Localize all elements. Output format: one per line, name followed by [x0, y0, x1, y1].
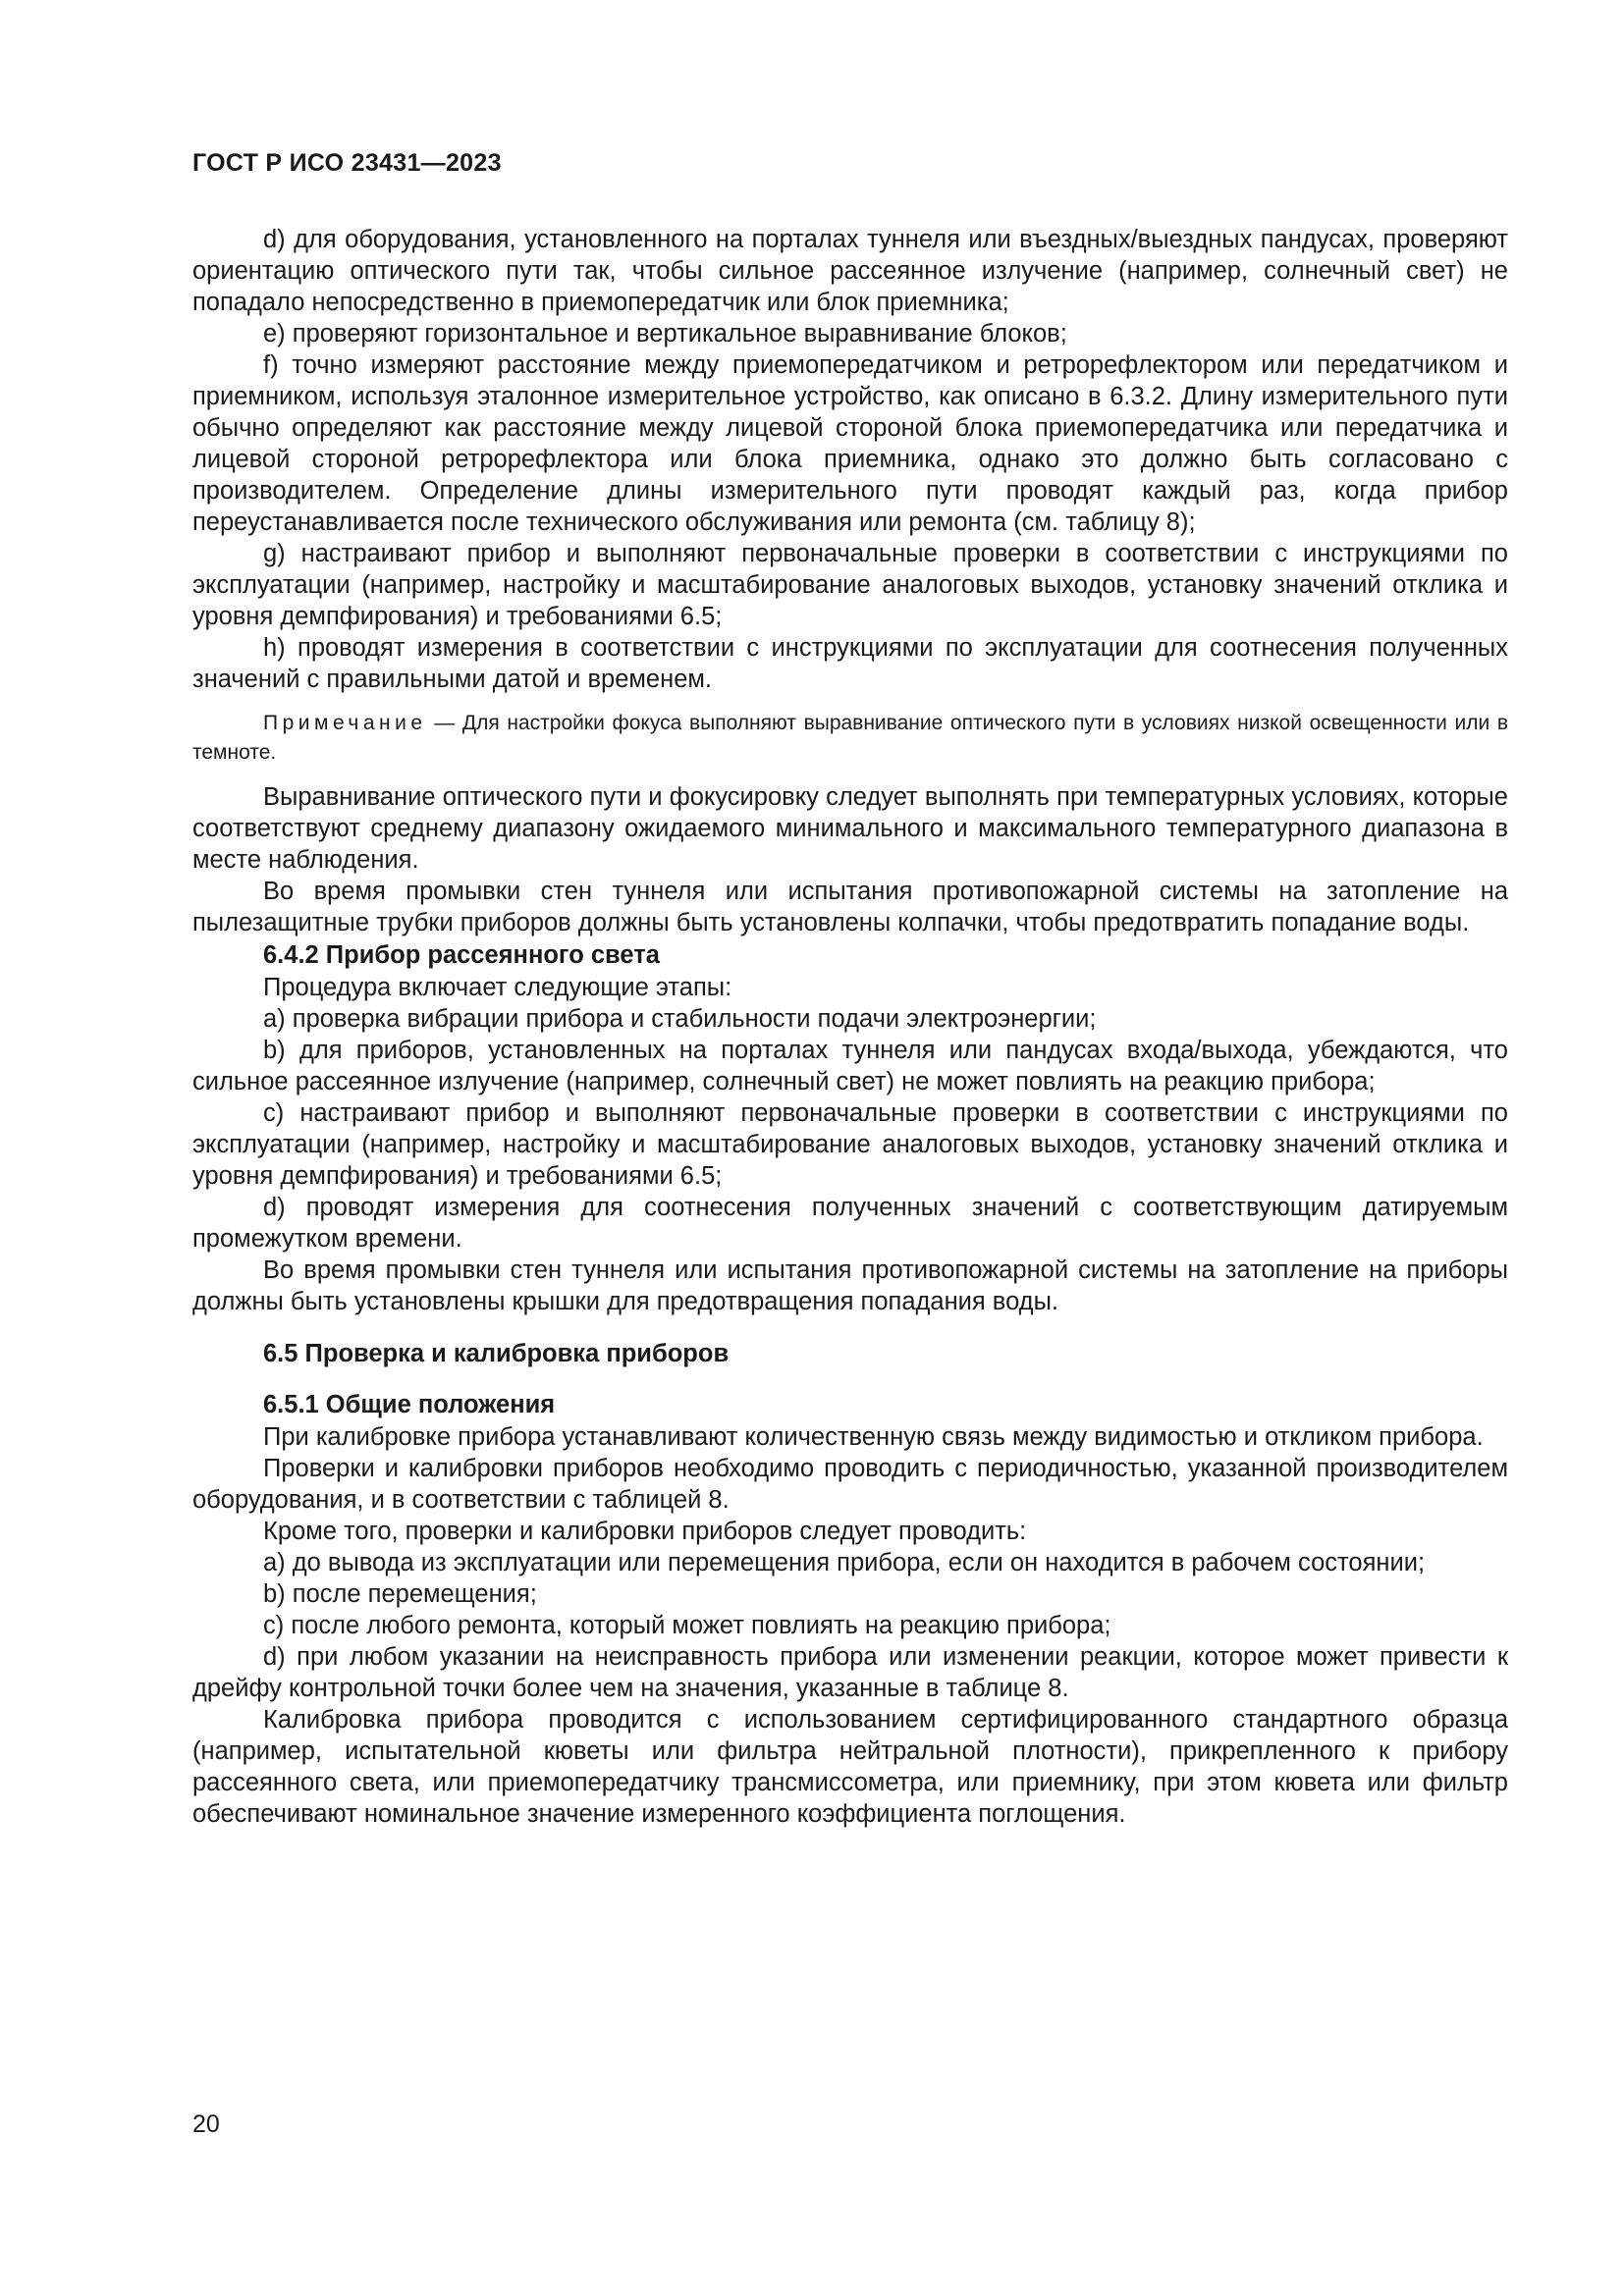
note — [192, 709, 1508, 768]
section-heading-6-5-1: 6.5.1 Общие положения — [263, 1391, 556, 1418]
list-item-g: g) настраивают прибор и выполняют первоначальные проверки в соответствии с инструкциями по эксплуатации (например, настройку и масштабирование аналоговых выходов, установку значений отклика и уровня демпфирования) и требованиями 6.5; — [192, 540, 1508, 630]
list-item-f: f) точно измеряют расстояние между приемопередатчиком и ретрорефлектором или передатчиком и приемником, используя эталонное измерительное устройство, как описано в 6.3.2. Длину измерительного пути обычно определяют как расстояние между лицевой стороной блока приемопередатчика или передатчика и лицевой стороной ретрорефлектора или блока приемника, однако это должно быть согласовано с производителем. Определение длины измерительного пути проводят каждый раз, когда прибор переустанавливается после технического обслуживания или ремонта (см. таблицу 8); — [192, 351, 1508, 536]
list-item-b: b) для приборов, установленных на порталах туннеля или пандусах входа/выхода, убеждаются, что сильное рассеянное излучение (например, солнечный свет) не может повлиять на реакцию прибора; — [192, 1037, 1508, 1095]
paragraph: Во время промывки стен туннеля или испытания противопожарной системы на затопление на пылезащитные трубки приборов должны быть установлены колпачки, чтобы предотвратить попадание воды. — [192, 878, 1508, 936]
list-item-b: b) после перемещения; — [263, 1580, 537, 1608]
list-item-a: a) до вывода из эксплуатации или перемещения прибора, если он находится в рабочем состоянии; — [263, 1549, 1426, 1576]
list-item-d: d) проводят измерения для соотнесения полученных значений с соответствующим датируемым промежутком времени. — [192, 1194, 1508, 1253]
paragraph: При калибровке прибора устанавливают количественную связь между видимостью и откликом прибора. — [263, 1423, 1484, 1451]
page-body — [192, 224, 1508, 1830]
list-item-d: d) при любом указании на неисправность прибора или изменении реакции, которое может привести к дрейфу контрольной точки более чем на значения, указанные в таблице 8. — [192, 1643, 1508, 1702]
section-heading-6-5: 6.5 Проверка и калибровка приборов — [263, 1340, 730, 1367]
list-item-c: c) после любого ремонта, который может повлиять на реакцию прибора; — [263, 1612, 1111, 1639]
paragraph: Проверки и калибровки приборов необходимо проводить с периодичностью, указанной производителем оборудования, и в соответствии с таблицей 8. — [192, 1455, 1508, 1514]
list-item-a: a) проверка вибрации прибора и стабильности подачи электроэнергии; — [263, 1005, 1097, 1033]
list-item-e: e) проверяют горизонтальное и вертикальное выравнивание блоков; — [263, 320, 1067, 347]
paragraph: Во время промывки стен туннеля или испытания противопожарной системы на затопление на приборы должны быть установлены крышки для предотвращения попадания воды. — [192, 1256, 1508, 1315]
section-heading-6-4-2: 6.4.2 Прибор рассеянного света — [263, 941, 660, 969]
document-header: ГОСТ Р ИСО 23431—2023 — [192, 149, 502, 177]
note-label: Примечание — [263, 712, 427, 734]
note-text: — Для настройки фокуса выполняют выравнивание оптического пути в условиях низкой освещенности или в темноте. — [192, 712, 1508, 764]
paragraph: Кроме того, проверки и калибровки приборов следует проводить: — [263, 1518, 1027, 1545]
list-item-c: c) настраивают прибор и выполняют первоначальные проверки в соответствии с инструкциями по эксплуатации (например, настройку и масштабирование аналоговых выходов, установку значений отклика и уровня демпфирования) и требованиями 6.5; — [192, 1099, 1508, 1190]
list-item-d: d) для оборудования, установленного на порталах туннеля или въездных/выездных пандусах, проверяют ориентацию оптического пути так, чтобы сильное рассеянное излучение (например, солнечный свет) не попадало непосредственно в приемопередатчик или блок приемника; — [192, 226, 1508, 316]
paragraph: Процедура включает следующие этапы: — [263, 974, 732, 1001]
paragraph: Выравнивание оптического пути и фокусировку следует выполнять при температурных условиях, которые соответствуют среднему диапазону ожидаемого минимального и максимального температурного диапазона в месте наблюдения. — [192, 783, 1508, 874]
page-number: 20 — [192, 2110, 220, 2138]
paragraph: Калибровка прибора проводится с использованием сертифицированного стандартного образца (например, испытательной кюветы или фильтра нейтральной плотности), прикрепленного к прибору рассеянного света, или приемопередатчику трансмиссометра, или приемнику, при этом кювета или фильтр обеспечивают номинальное значение измеренного коэффициента поглощения. — [192, 1706, 1508, 1828]
list-item-h: h) проводят измерения в соответствии с инструкциями по эксплуатации для соотнесения полученных значений с правильными датой и временем. — [192, 634, 1508, 693]
